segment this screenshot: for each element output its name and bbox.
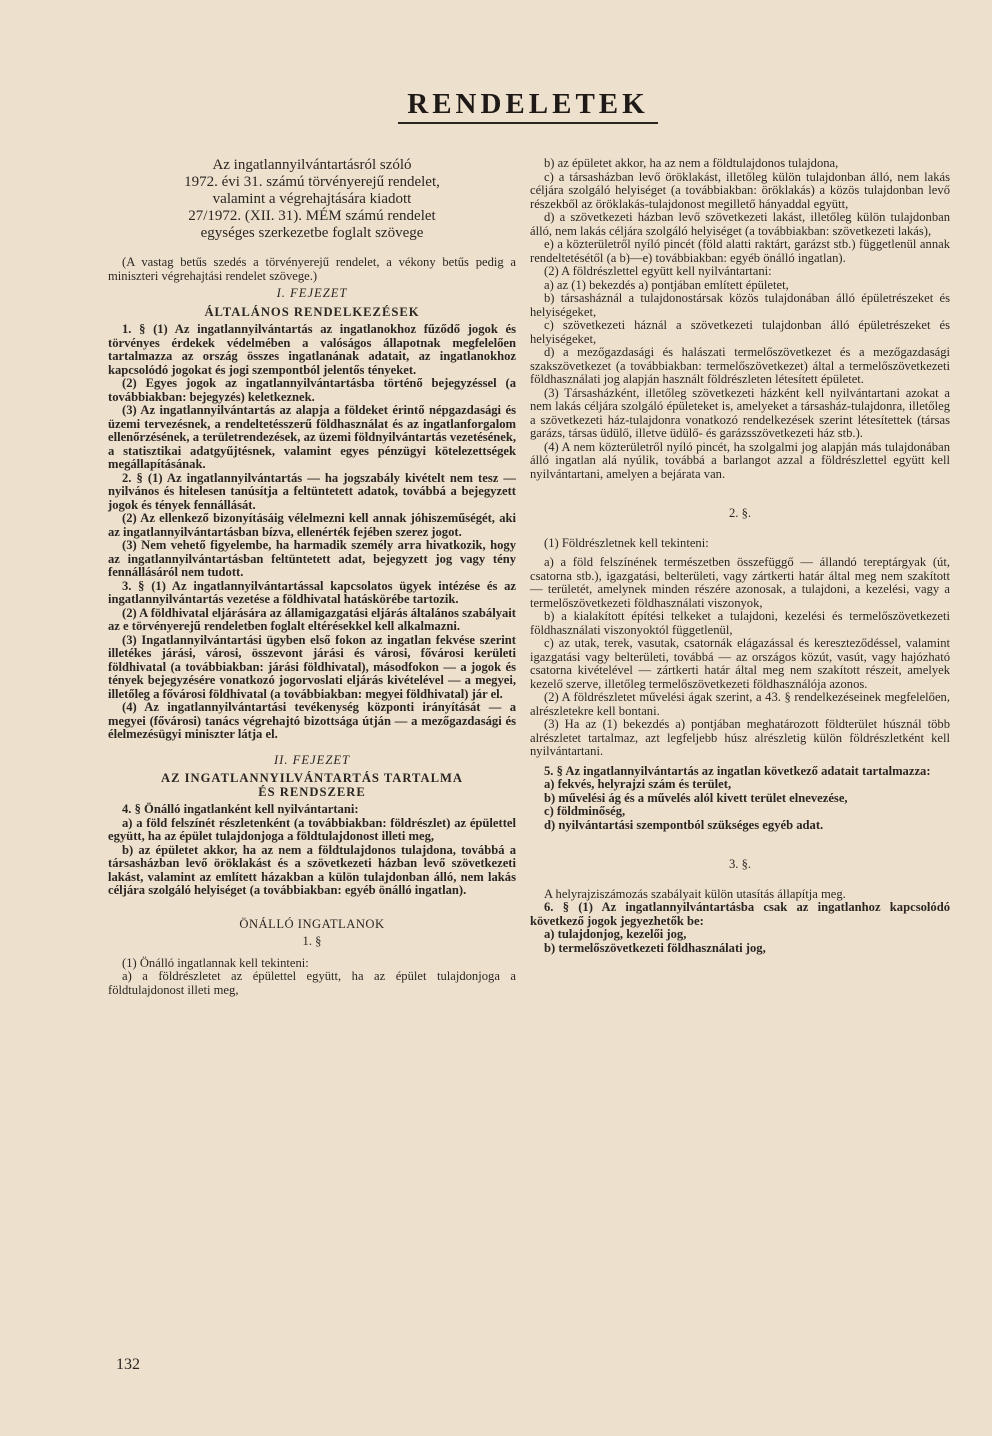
chapter-2-heading: II. FEJEZET (273, 752, 351, 767)
title-line: valamint a végrehajtására kiadott (212, 191, 412, 207)
paragraph-mark-2: 2. §. (728, 506, 752, 520)
paragraph-mark-3: 3. §. (728, 857, 752, 871)
left-block-3 (108, 957, 516, 998)
paragraph: b) a kialakított építési telkeket a tulajdoni, kezelési és termelőszövetkezeti földhasználati viszonyoktól függetlenül, (530, 609, 950, 637)
paragraph: 6. § (1) Az ingatlannyilvántartásba csak az ingatlanhoz kapcsolódó következő jogok jegyezhetők be: (530, 900, 950, 928)
right-column (530, 157, 950, 955)
paragraph: b) az épületet akkor, ha az nem a földtulajdonos tulajdona, továbbá a társasházban levő öröklakást és a szövetkezeti házban levő szövetkezeti lakást, valamint az említett házakban a külön tulajdonban álló, nem lakás céljára szolgáló helyiséget (a továbbiakban: egyéb önálló ingatlan). (108, 842, 516, 897)
document-title (108, 157, 516, 242)
left-column (108, 157, 516, 997)
left-block-2 (108, 803, 516, 898)
chapter-2-title-line-2: ÉS RENDSZERE (258, 784, 366, 799)
paragraph: A helyrajziszámozás szabályait külön utasítás állapítja meg. (544, 886, 846, 901)
paragraph: 3. § (1) Az ingatlannyilvántartással kapcsolatos ügyek intézése és az ingatlannyilvántartás vezetése a földhivatal hatáskörébe tartozik. (108, 578, 516, 606)
paragraph: (4) A nem közterületről nyíló pincét, ha szolgalmi jog alapján más tulajdonában álló ingatlan alá nyúlik, továbbá a barlangot azzal a földrészlettel együtt kell nyilvántartani, amelyen a bejárata van. (530, 439, 950, 481)
paragraph: b) művelési ág és a művelés alól kivett terület elnevezése, (544, 790, 848, 805)
paragraph: a) a föld felszínének természetben összefüggő — állandó tereptárgyak (út, csatorna stb.), igazgatási, belterületi, vagy zártkerti határ által meg nem szakított — területét, amelynek minden részére azonosak, a tulajdoni, a kezelési, vagy a termelőszövetkezeti földhasználati viszonyok, (530, 555, 950, 610)
paragraph: e) a közterületről nyíló pincét (föld alatti raktárt, garázst stb.) függetlenül annak rendeltetésétől (a b)—e) továbbiakban: egyéb önálló ingatlan). (530, 237, 950, 265)
paragraph: a) az (1) bekezdés a) pontjában említett épületet, (544, 277, 789, 292)
paragraph: b) termelőszövetkezeti földhasználati jog, (544, 940, 766, 955)
chapter-1-heading: I. FEJEZET (276, 286, 348, 300)
paragraph: (2) Egyes jogok az ingatlannyilvántartásba történő bejegyzéssel (a továbbiakban: bejegyzés) keletkeznek. (108, 376, 516, 404)
right-block-3 (530, 765, 950, 833)
paragraph: d) a mezőgazdasági és halászati termelőszövetkezet és a mezőgazdasági szakszövetkezet (a továbbiakban: termelőszövetkezet) által a termelőszövetkezeti földhasználati jog alapján használt földrészleten létesített épületet. (530, 345, 950, 386)
title-line: egységes szerkezetbe foglalt szövege (200, 225, 424, 241)
paragraph: (3) Nem vehető figyelembe, ha harmadik személy arra hivatkozik, hogy az ingatlannyilvántartásban feltüntetett adat, bejegyzett jog vagy tény fennállásáról nem tudott. (108, 538, 516, 579)
masthead-rule (398, 122, 658, 124)
paragraph: (3) Társasházként, illetőleg szövetkezeti házként kell nyilvántartani azokat a nem lakás céljára szolgáló épületeket is, amelyeket a társasház-tulajdonra, illetőleg a szövetkezeti ház-tulajdonra vonatkozó rendelkezések szerint létesítettek (társas garázs, társas üdülő, illetve üdülő- és garázsszövetkezeti ház stb.). (530, 385, 950, 440)
right-block-2 (530, 537, 950, 759)
paragraph: d) a szövetkezeti házban levő szövetkezeti lakást, illetőleg külön tulajdonban álló, nem lakás céljára szolgáló helyiséget (a továbbiakban: szövetkezeti lakás), (530, 210, 950, 238)
paragraph: c) szövetkezeti háznál a szövetkezeti tulajdonban álló épületrészeket és helyiségeket, (530, 318, 950, 346)
right-block-1 (530, 157, 950, 481)
masthead: RENDELETEK (407, 88, 649, 120)
left-block-1 (108, 323, 516, 742)
typeface-note: (A vastag betűs szedés a törvényerejű rendelet, a vékony betűs pedig a miniszteri végrehajtási rendelet szövege.) (108, 255, 516, 283)
paragraph: (1) Földrészletnek kell tekinteni: (544, 535, 709, 550)
paragraph: 5. § Az ingatlannyilvántartás az ingatlan következő adatait tartalmazza: (544, 763, 931, 778)
paragraph: a) fekvés, helyrajzi szám és terület, (544, 777, 732, 791)
title-line: 27/1972. (XII. 31). MÉM számú rendelet (188, 208, 436, 224)
right-block-4 (530, 888, 950, 902)
paragraph: c) az utak, terek, vasutak, csatornák elágazással és kereszteződéssel, valamint igazgatási vagy belterületi, továbbá — az országos közút, vasút, vagy hajózható csatorna kivételével — zártkerti határ által meg nem szakított részeit, amelyek kezelő szerve, illetőleg termelőszövetkezeti földhasználója azonos. (530, 636, 950, 691)
paragraph: (4) Az ingatlannyilvántartási tevékenység központi irányítását — a megyei (fővárosi) tanács végrehajtó bizottsága útján — a mezőgazdasági és élelmezésügyi miniszter látja el. (108, 700, 516, 741)
paragraph: b) társasháznál a tulajdonostársak közös tulajdonában álló épületrészeket és helyiségeket, (530, 291, 950, 319)
paragraph: d) nyilvántartási szempontból szükséges egyéb adat. (544, 817, 824, 832)
paragraph: 1. § (1) Az ingatlannyilvántartás az ingatlanokhoz fűződő jogok és törvényes érdekek védelmében a valóságos állapotnak megfelelően tartalmazza az ország összes ingatlanának adatait, az ingatlanokhoz kapcsolódó jogokat és jogi szempontból jelentős tényeket. (108, 322, 516, 377)
paragraph: c) a társasházban levő öröklakást, illetőleg külön tulajdonban álló, nem lakás céljára szolgáló helyiséget (a továbbiakban: öröklakás) a közös tulajdonban levő részekből az öröklakás-tulajdonost megillető hányaddal együtt, (530, 169, 950, 211)
title-line: 1972. évi 31. számú törvényerejű rendelet, (184, 174, 440, 190)
paragraph: b) az épületet akkor, ha az nem a földtulajdonos tulajdona, (544, 156, 839, 170)
paragraph: 2. § (1) Az ingatlannyilvántartás — ha jogszabály kivételt nem tesz — nyilvános és hitelesen tanúsítja a feltüntetett adatok, továbbá a bejegyzett jogok és tények fennállását. (108, 470, 516, 512)
paragraph: a) a föld felszínét részletenként (a továbbiakban: földrészlet) az épülettel együtt, ha az épület tulajdonjoga a földtulajdonost illeti meg, (108, 815, 516, 843)
chapter-2-title-line-1: AZ INGATLANNYILVÁNTARTÁS TARTALMA (161, 771, 463, 785)
section-mark: 1. § (302, 934, 322, 948)
section-heading: ÖNÁLLÓ INGATLANOK (239, 916, 385, 931)
right-block-5 (530, 901, 950, 955)
paragraph: (3) Ha az (1) bekezdés a) pontjában meghatározott földterület húsznál több alrészletet tartalmaz, azt legfeljebb húsz alrészletig külön földrészletként kell nyilvántartani. (530, 717, 950, 758)
paragraph: a) a földrészletet az épülettel együtt, ha az épület tulajdonjoga a földtulajdonost illeti meg, (108, 969, 516, 997)
title-line: Az ingatlannyilvántartásról szóló (212, 157, 412, 173)
paragraph: (2) A földrészlettel együtt kell nyilvántartani: (544, 264, 772, 278)
paragraph: a) tulajdonjog, kezelői jog, (544, 927, 687, 941)
paragraph: (2) Az ellenkező bizonyításáig vélelmezni kell annak jóhiszeműségét, aki az ingatlannyilvántartásban bízva, ellenérték fejében szerez jogot. (108, 511, 516, 539)
paragraph: (3) Az ingatlannyilvántartás az alapja a földeket érintő népgazdasági és üzemi tervezésnek, a rendeltetésszerű földhasználat és az ingatlanforgalom ellenőrzésének, a területrendezések, az üzemi földnyilvántartás vezetésének, a statisztikai adatgyűjtésnek, valamint egyes pénzügyi kötelezettségek megállapításának. (108, 403, 516, 471)
chapter-1-title: ÁLTALÁNOS RENDELKEZÉSEK (204, 304, 420, 319)
paragraph: (1) Önálló ingatlannak kell tekinteni: (122, 955, 309, 970)
paragraph: c) földminőség, (544, 804, 626, 818)
paragraph: (2) A földrészletet művelési ágak szerint, a 43. § rendelkezéseinek megfelelően, alrészletekre kell bontani. (530, 690, 950, 718)
paragraph: (3) Ingatlannyilvántartási ügyben első fokon az ingatlan fekvése szerint illetékes járási, városi, összevont járási és városi, fővárosi kerületi földhivatal (a továbbiakban: járási földhivatal), másodfokon — a jogok és tények bejegyzésére vonatkozó jogorvoslati eljárás kivételével — a megyei, illetőleg a fővárosi földhivatal (a továbbiakban: megyei földhivatal) jár el. (108, 632, 516, 701)
page-number: 132 (116, 1356, 140, 1373)
paragraph: (2) A földhivatal eljárására az államigazgatási eljárás általános szabályait az e törvényerejű rendeletben foglalt eltérésekkel kell alkalmazni. (108, 605, 516, 633)
paragraph: 4. § Önálló ingatlanként kell nyilvántartani: (122, 802, 359, 816)
